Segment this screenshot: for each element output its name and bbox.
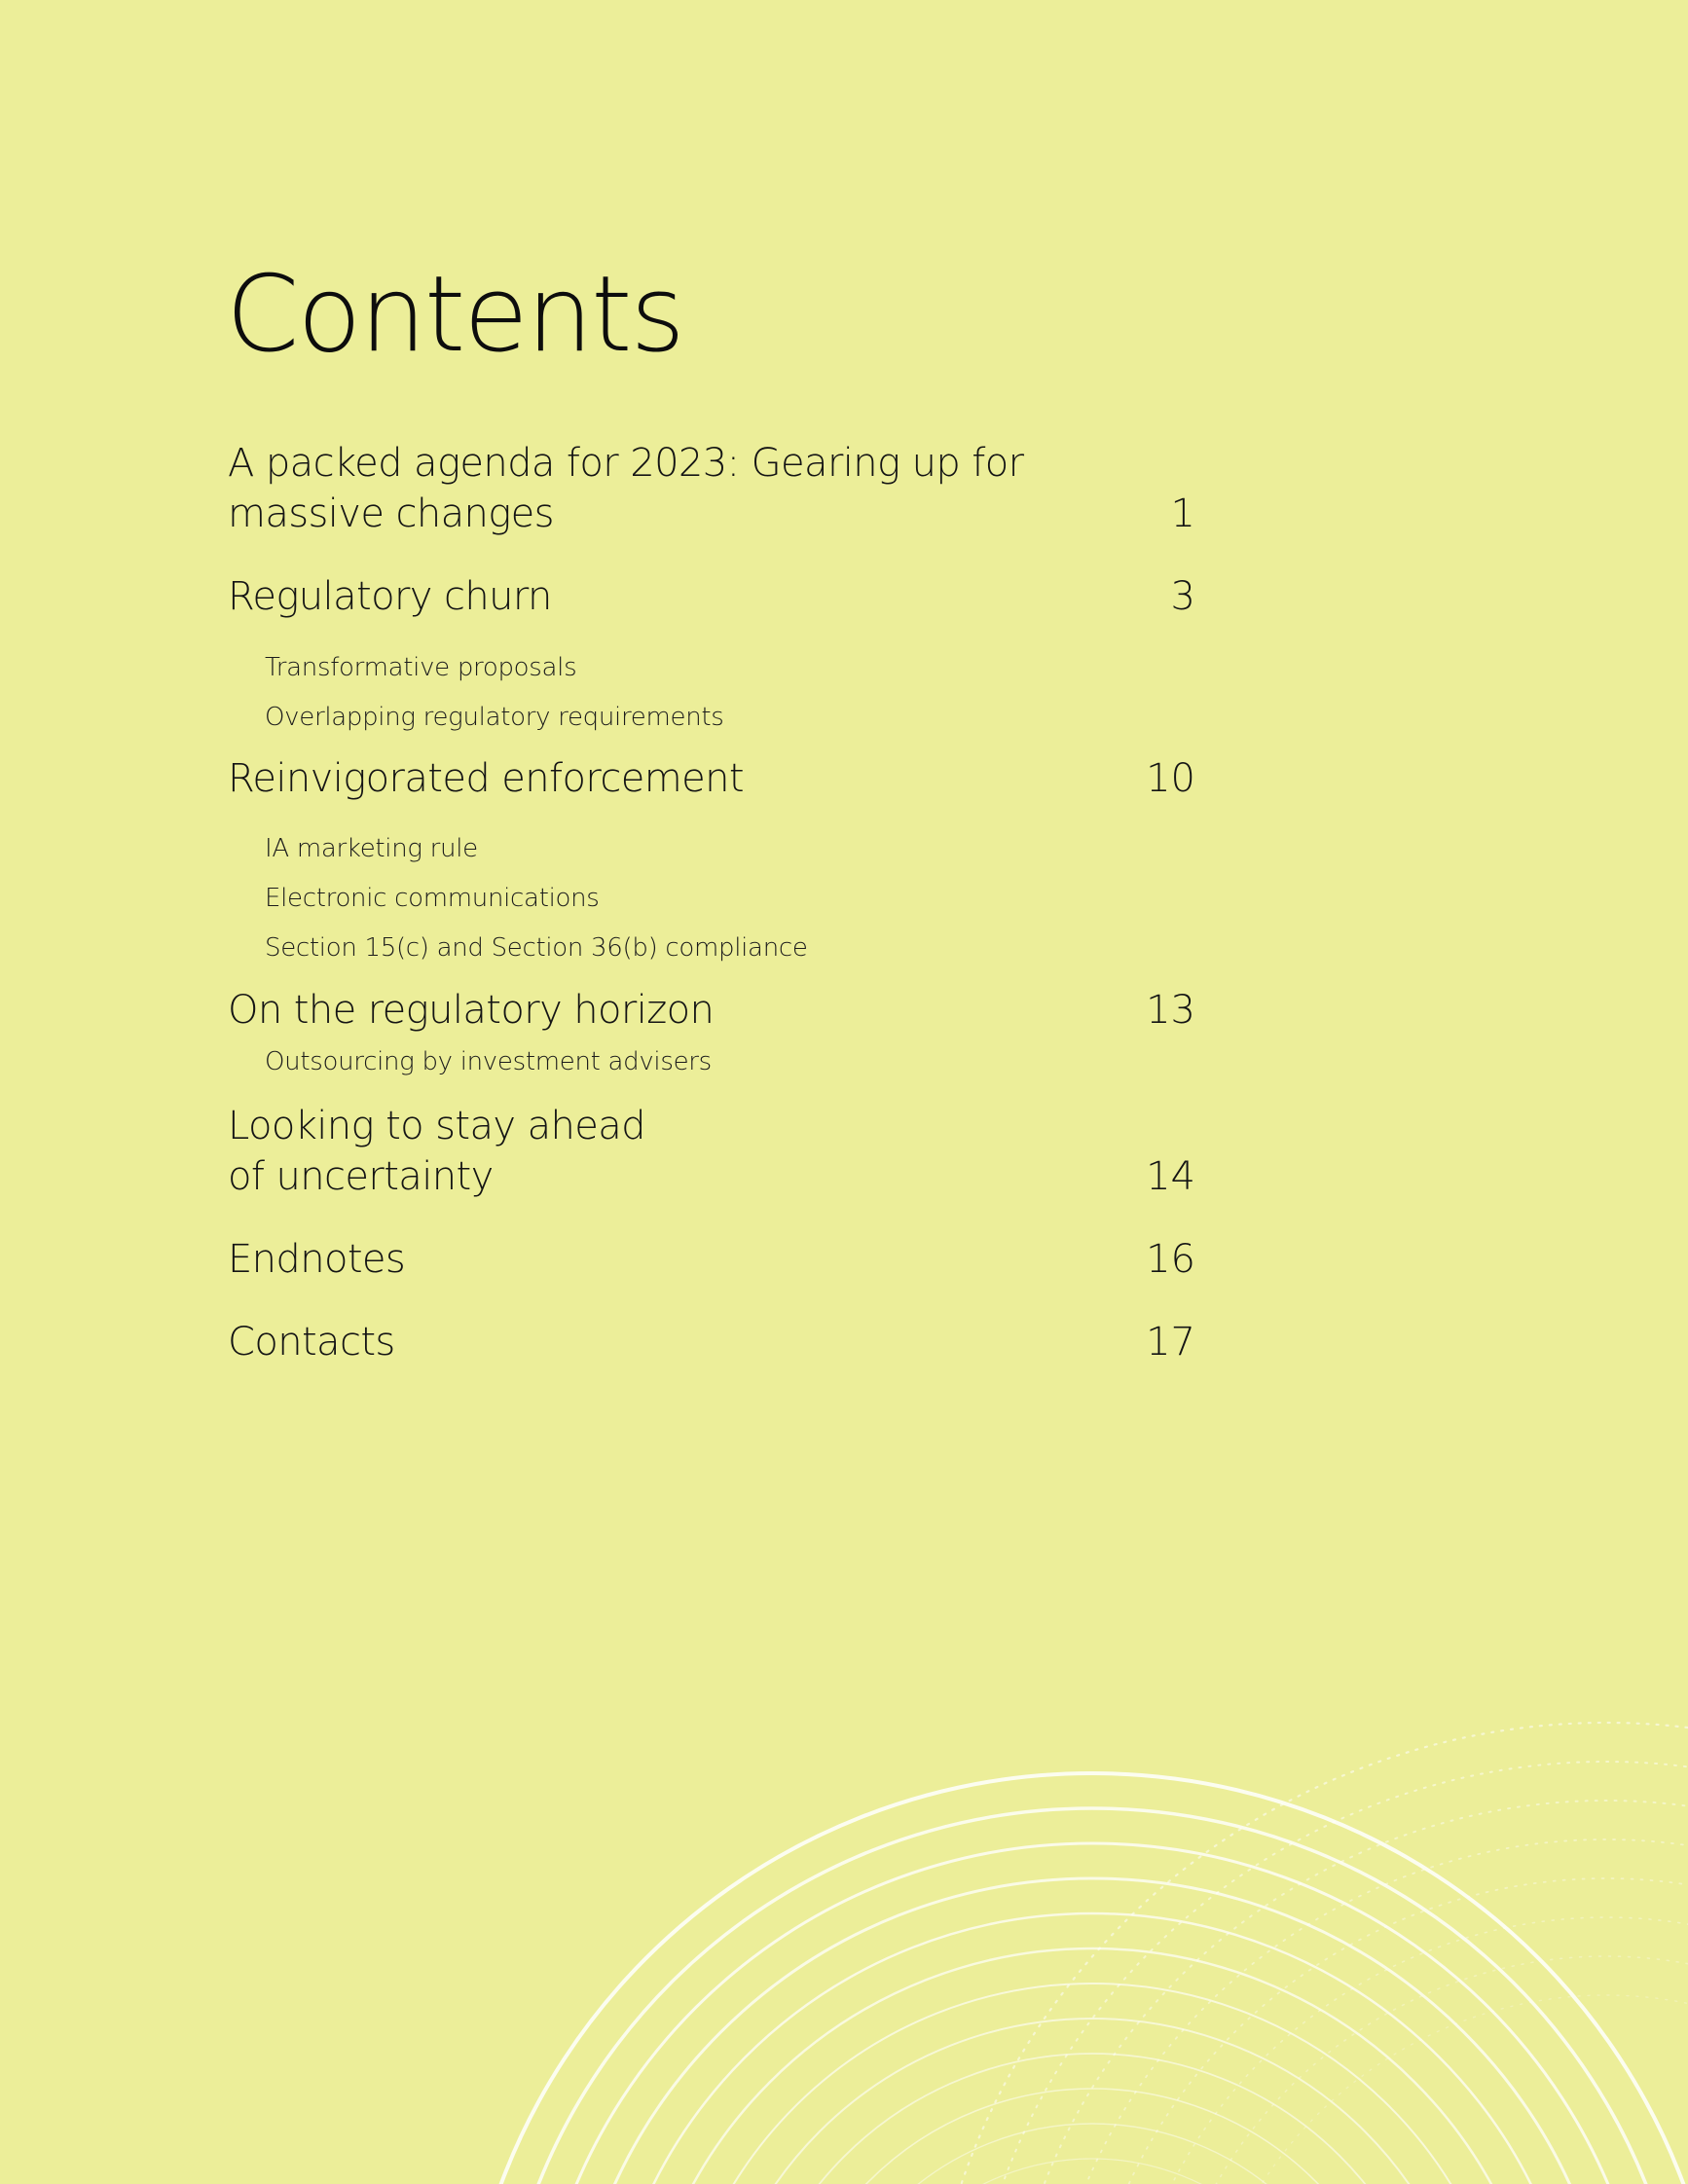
toc-entry-page: 13 <box>1146 988 1195 1033</box>
toc-entry-title: Regulatory churn <box>228 574 552 619</box>
toc-subitem[interactable]: Transformative proposals <box>265 653 577 682</box>
toc-entry-page: 1 <box>1170 491 1195 536</box>
toc-entry-page: 14 <box>1146 1154 1195 1199</box>
toc-entry-title: Endnotes <box>228 1237 406 1282</box>
toc-entry-title: On the regulatory horizon <box>228 988 715 1033</box>
toc-subitem[interactable]: Overlapping regulatory requirements <box>265 703 724 732</box>
toc-entry-title: Contacts <box>228 1320 395 1365</box>
toc-entry-title: Looking to stay ahead of uncertainty <box>228 1104 645 1199</box>
toc-entry-page: 3 <box>1170 574 1195 619</box>
page-title: Contents <box>226 254 683 376</box>
toc-entry-page: 16 <box>1146 1237 1195 1282</box>
toc-entry-title: A packed agenda for 2023: Gearing up for massive changes <box>228 441 1024 536</box>
toc-subitem[interactable]: Electronic communications <box>265 884 600 913</box>
toc-subitem[interactable]: Section 15(c) and Section 36(b) compliance <box>265 933 808 963</box>
toc-entry-title: Reinvigorated enforcement <box>228 756 744 801</box>
toc-subitem[interactable]: IA marketing rule <box>265 834 478 863</box>
toc-subitem[interactable]: Outsourcing by investment advisers <box>265 1047 712 1076</box>
toc-entry-page: 17 <box>1146 1320 1195 1365</box>
toc-entry-page: 10 <box>1146 756 1195 801</box>
